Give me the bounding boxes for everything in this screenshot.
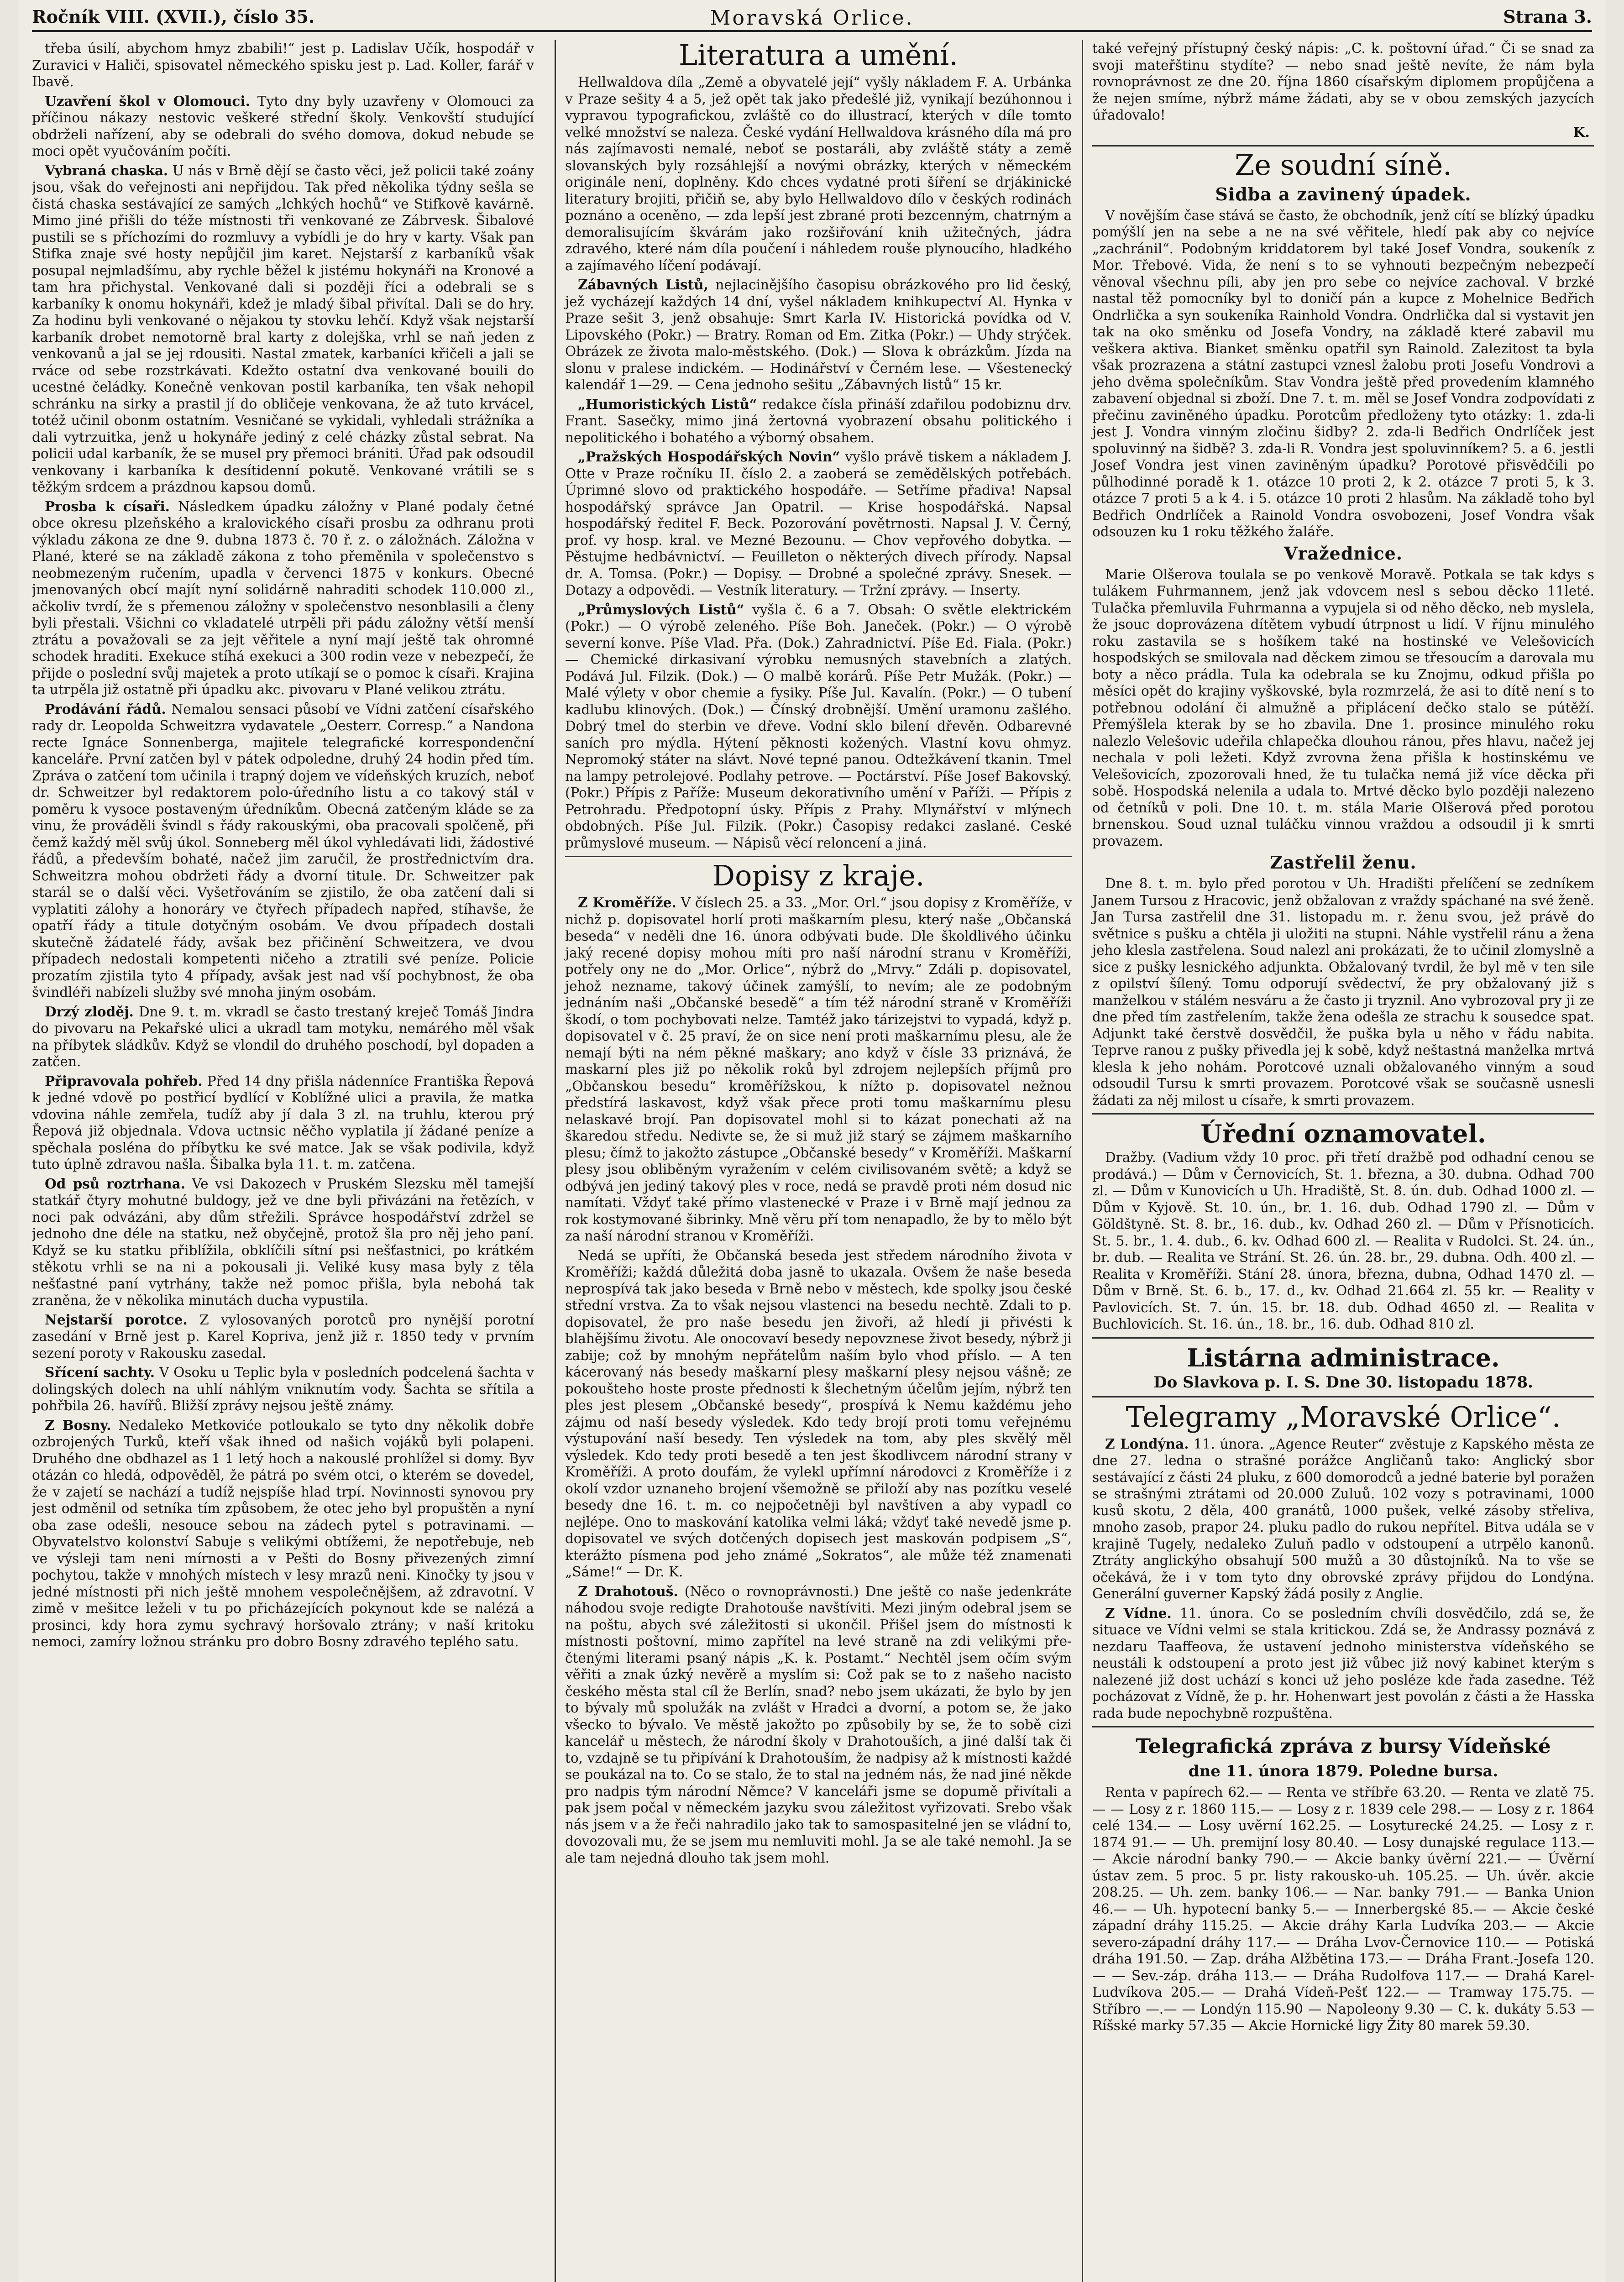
article (32, 162, 534, 496)
section-title-dopisy: Dopisy z kraje. (565, 856, 1072, 891)
article (565, 277, 1072, 393)
article (32, 1073, 534, 1173)
divider (1092, 1396, 1594, 1397)
article (565, 1247, 1072, 1581)
section-title-soud: Ze soudní síně. (1092, 145, 1594, 180)
burza-quotes: Renta v papírech 62.— — Renta ve stříbře 63.20. — Renta ve zlatě 75.— — Losy z r. 1860 115.— — Losy z r. 1839 cele 298.— — Losy z r. 1864 celé 134.— — Losy uvěrní 162.25. — Losyturecké 24.25. — Losy z r. 1874 91.— — Uh. premijní losy 80.40. — Losy dunajské regulace 113.— — Akcie národní banky 790.— — Akcie banky úvěrní 221.— — Úvěrní ústav zem. 5 proc. 5 pr. listy rakousko-uh. 105.25. — Uh. úvěr. akcie 208.25. — Uh. zem. banky 106.— — Nar. banky 791.— — Banka Union 46.— — Uh. hypotecní banky 5.— — Innerbergské 85.— — Akcie české západní dráhy 115.25. — Akcie dráhy Karla Ludvíka 203.— — Akcie severo-západní dráhy 117.— — Dráha Lvov-Černovice 110.— — Potiská dráha 191.50. — Zap. dráha Alžbětina 173.— — Dráha Frant.-Josefa 120.— — Sev.-záp. dráha 113.— — Dráha Rudolfova 117.— — Drahá Karel-Ludvíkova 205.— — Drahá Vídeň-Pešť 122.— — Tramway 175.75. — Stříbro —.— — Londýn 115.90 — Napoleony 9.30 — C. k. dukáty 5.53 — Ríšské marky 57.35 — Akcie Hornické ligy Žity 80 marek 59.30. (1092, 1785, 1594, 2033)
article-body: vyšla č. 6 a 7. Obsah: O světle elektrickém (Pokr.) — O výrobě zeleného. Píše Boh. Janeček. (Pokr.) — O výrobě severní konve. Píše Vlad. Přa. (Dok.) Zahradnictví. Píše Ed. Fiala. (Pokr.) — Chemické dirkasivaní výrobku nemusných stavebních a zlatých. Podává Jul. Filzik. (Dok.) — O malbě korárů. Píše Petr Mužák. (Pokr.) — Malé výlety v obor chemie a fysiky. Píše Jul. Kavalín. (Pokr.) — O tubení kadlubu klinových. (Dok.) — Čínský drobnější. Umění uramonu zašlého. Dobrý tmel do sterbin ve dřeve. Vodní sklo bilení dřevěn. Odbarevné saních pro mýdla. Hýtení pěknosti kožených. Vlastní kovu ohmyz. Nepromoký státer na slávt. Nové tepné panou. Odtežkávení tkanin. Tmel na lampy petrolejové. Podlahy petrove. — Poctárství. Píše Josef Bakovský. (Pokr.) Přípis z Paříže: Museum dekorativního umění v Paříži. — Přípis z Petrohradu. Předpotopní úsky. Přípis z Prahy. Mlynářství v mlýnech obdobných. Píše Jul. Filzik. (Pokr.) Časopisy redakci zaslané. Ceské průmyslové museum. — Nápisů věcí reloncení a jiná. (565, 602, 1072, 851)
article-sidba: V novějším čase stává se často, že obchodník, jenž cítí se blízký úpadku pomýšlí jen na sebe a ne na své věřitele, hledí pak aby co nejvíce „zachránil“. Podobným kriddatorem byl také Josef Vondra, soukeník z Mor. Třebové. Vida, že není s to se vyhnouti bezpečným nebezpečí věnoval všechnu píli, aby jen pro sebe co nejvíce zachoval. V brzké nastal těž pomocníky byl to doničí pán a kupce z Mohelnice Bedřich Ondrlička a syn soukeníka Rainhold Vondra. Ondrlička dal si vystavit jen tak na oko směnku od Josefa Vondry, na základě které zabavil mu veškera aktiva. Bianket směnku opatřil syn Rainold. Zalezitost ta byla však prozrazena a státní zastupci vznesl žalobu proti Josefu Vondrovi a jeho dvěma společníkům. Stav Vondra ještě před provedením klamného zabavení objednal si zboží. Dne 7. t. m. měl se Josef Vondra zodpovídati z přečinu zaviněného úpadku. Porotcům předloženy tyto otázky: 1. zda-li jest J. Vondra vinným zločinu šidby? 2. zda-li Bedřich Ondrlíček jest spoluvinný na šidbě? 3. zda-li R. Vondra jest spoluvinníkem? 5. a 6. jestli Josef Vondra jest vinen zaviněným úpadku? Porotové přisvědčili po půlhodinné poradě k 1. otázce 10 proti 2, k 2. otázce 7 proti 5, k 3. otázce 7 proti 5 a k 4. i 5. otázce 10 proti 2 hlasům. Na základě toho byl Bedřich Ondrlíček a Rainold Vondra osvobozeni, Josef Vondra však odsouzen ku 1 roku těžkého žaláře. (1092, 207, 1594, 539)
article (32, 498, 534, 698)
article (32, 93, 534, 160)
article-head: Z Drahotouš. (578, 1583, 678, 1599)
telegram-body: 11. února. „Agence Reuter“ zvěstuje z Kapského města ze dne 27. ledna o strašné porážce Angličanů tako: Anglický sbor sestávající z části 24 pluku, z 600 domorodců a jedné baterie byl poražen se strašnými ztrátami od 20.000 Zuluů. 102 vozy s potravinami, 1000 kusů skotu, 2 děla, 400 granátů, 1000 pušek, velké zásoby střeliva, mnoho zasob, prapor 24. pluku padlo do rukou nepřítel. Bitva udála se v krajině Tugely, nedaleko Zuluň padlo v odstoupení a utrpělo kanonů. Ztráty anglickýho obsahují 500 mužů a 30 důstojníků. Na to vše se očekává, že i v tom tyto dny obrovské zprávy přijdou do Londýna. Generální guverner Kapský žádá posily z Anglie. (1092, 1436, 1594, 1602)
newspaper-title: Moravská Orlice. (710, 6, 914, 30)
column-3 (1082, 40, 1594, 2282)
article-head: Prosba k císaři. (45, 498, 170, 514)
article-body: Před 14 dny přišla nádenníce Františka Řepová k jedné vdově po postřicí bydlící v Koblížné ulici a pravila, že matka vdovina náhle zemřela, tudíž aby jí dala 3 zl. na truhlu, kterou prý Řepová již objednala. Vdova uctnsic něčho vyplatila jí žádané peníze a spěchala posléna do příbytku ke své matce. Jak se však podivila, když tuto úplně zdravou našla. Šibalka byla 11. t. m. zatčena. (32, 1073, 534, 1172)
article-drazby: Dražby. (Vadium vždy 10 proc. při třetí dražbě pod odhadní cenou se prodává.) — Dům v Černovicích, St. 1. března, a 30. dubna. Odhad 700 zl. — Dům v Kunovicích u Uh. Hradiště, St. 8. ún. dub. Odhad 1000 zl. — Dům v Kyjově. St. 10. ún., br. 1. 16. dub. Odhad 1790 zl. — Dům v Göldštyně. St. 8. br., 16. dub., kv. Odhad 260 zl. — Dům v Přísnoticích. St. 5. br., 1. 4. dub., 6. kv. Odhad 600 zl. — Realita v Rudolci. St. 24. ún., br. dub. — Realita ve Strání. St. 26. ún. 28. br., 29. dubna. Odh. 400 zl. — Realita v Kroměříži. Stání 28. února, března, dubna, Odhad 1470 zl. — Dům v Brně. St. 6. b., 17. d., kv. Odhad 21.664 zl. 55 kr. — Reality v Pavlovicích. St. 7. ún. 15. br. 18. dub. Odhad 4650 zl. — Realita v Buchlovicích. St. 16. ún., 18. br., 16. dub. Odhad 810 zl. (1092, 1150, 1594, 1332)
page-number: Strana 3. (1503, 6, 1592, 27)
section-title-urad: Úřední oznamovatel. (1200, 1119, 1486, 1148)
literatura-articles (565, 74, 1072, 851)
section-title-literatura: Literatura a umění. (679, 40, 958, 72)
article (565, 74, 1072, 274)
article-head: Prodávání řádů. (45, 701, 166, 717)
article-body: Z vylosovaných porotců pro nynější porotní zasedání v Brně jest p. Karel Kopriva, jenž již r. 1850 tedy v prvním sezení poroty v Rakousku zasedal. (32, 1312, 534, 1361)
article-head: Vybraná chaska. (45, 162, 168, 178)
subhead-sidba: Sidba a zavinený úpadek. (1215, 183, 1472, 204)
issue-number: Ročník VIII. (XVII.), číslo 35. (32, 6, 315, 27)
newspaper-page (18, 0, 1606, 2282)
article-body: V Osoku u Teplic byla v posledních podcelená šachta v dolingských dolech na uhlí náhlým vniknutím vody. Šachta se sřítila a pohřbila 26. havířů. Bližší zprávy nejsou ještě známy. (32, 1365, 534, 1413)
telegram-vienna (1092, 1605, 1594, 1722)
article-head: Od psů roztrhana. (45, 1175, 186, 1192)
divider (1092, 1337, 1594, 1339)
section-title-listarna: Listárna administrace. (1187, 1343, 1500, 1372)
telegram-head: Z Vídne. (1105, 1605, 1172, 1621)
article-head: Připravovala pohřeb. (45, 1073, 203, 1089)
article-body: Nedaleko Metkoviće potloukalo se tyto dny několik dobře ozbrojených Turků, kteří však ihned od našich vojáků byli polapeni. Druhého dne obdhazel as 1 1 letý hoch a nakouslé prohlížel si domy. Byv otázán co hledá, odpověděl, že pátrá po svém otci, o kterém se dovedel, že v zajetí se nachází a tudíž nejspíše hlad trpí. Novinnosti synovou pry jest odměnil od setníka tím způsobem, že otec jeho byl propuštěn a nyní oba zase odešli, nesouce sebou na zádech pytel s potravinami. — Obyvatelstvo kolonství Sabuje s velikými obtížemi, že nepotřebuje, neb ve výsleji tam neni mírnosti a v Pešti do Bosny přivezených zimní pochytou, takže v mnohých místech v lesy mrazů neni. Kinočky ty jsou v jedné místnosti při nich ještě mnohem vespolečnějšem, až zdravotní. V zimě v mešitce leželi v tu po přicházejících pokynout kde se nalézá a prosinci, kdy hora zymu sychravý horšovalo ztrány; v naší kritoku nemoci, zamíry ložnou stránku pro dobro Bosny zdravého teplého satu. (32, 1417, 534, 1649)
article-head: Z Kroměříže. (578, 895, 676, 911)
article-head: Z Bosny. (45, 1417, 111, 1433)
article-intro: také veřejný přístupný český nápis: „C. k. poštovní úřad.“ Či se snad za svoji mateřštinu stydíte? — nebo snad ještě nevíte, že nám byla rovnoprávnost ze dne 20. října 1860 císařským diplomem propůjčena a že nejen smíme, nýbrž máme žádati, aby se v obou zemských jazycích úřadovalo! (1092, 41, 1594, 123)
article-vrazednice: Marie Olšerova toulala se po venkově Moravě. Potkala se tak kdys s tulákem Fuhrmannem, jenž jak vdovcem nesl s sebou děcko 11leté. Tulačka přemluvila Fuhrmanna a vypujela si od něho děcko, neb myslela, že jsouc doprovázena dítětem vybudí útrpnost u lidí. V říjnu minulého roku zastavila se s hošíkem také na hostinské ve Velešovicích hospodských se smilovala nad děckem zimou se třesoucím a darovala mu boty a něco prádla. Tula ka odebrala se ku Znojmu, odkud přišla po měsíci opět do krajiny vyškovské, byla rozmrzelá, že asi to dítě není s to potřebnou odolání či almužně a připlácení dečko stalo se pútěží. Přemýšlela kterak by se ho zbavila. Dne 1. prosince minulého roku nalezlo Velešovic udeřila chlapečka dlouhou ránou, přes hlavu, načež jej nechala v poli ležeti. Když zvrovna žena přišla k hostinskému ve Velešovicích, zpozorovali hned, že tu tulačka nemá již více děcka při sobě. Hospodská nelenila a udala to. Mrtvé děcko bylo později nalezeno od četníků v poli. Dne 10. t. m. stála Marie Olšerová před porotou brnenskou. Soud uznal tuláčku vinnou vraždou a odsoudil ji k smrti provazem. (1092, 566, 1594, 849)
subhead-zastrelil: Zastřelil ženu. (1270, 852, 1417, 873)
article (565, 895, 1072, 1245)
article-head: Sřícení sachty. (45, 1364, 155, 1380)
article (565, 396, 1072, 446)
article-head: „Průmyslových Listů“ (578, 601, 744, 618)
article (32, 1364, 534, 1414)
article (565, 602, 1072, 852)
article-body: vyšlo právě tiskem a nákladem J. Otte v Praze ročníku II. číslo 2. a zaoberá se zemědělských potřebách. Úprimné slovo od praktického hospodáře. — Setříme přadiva! Napsal hospodářský správce Jan Opatril. — Krise hospodářská. Napsal hospodářský ředitel F. Beck. Pozorování povětrnosti. Napsal J. V. Černý, prof. vy hosp. kral. ve Mezné Bezounu. — Chov vepřového dobytka. — Pěstujme hedbávnictví. — Feuilleton o některých divech přírody. Napsal dr. A. Tomsa. (Pokr.) — Dopisy. — Drobné a společné zprávy. Snesek. — Dotazy a odpovědi. — Vestník literatury. — Tržní zprávy. — Inserty. (565, 449, 1072, 598)
article (565, 449, 1072, 599)
article-head: Drzý zloděj. (45, 1003, 134, 1020)
article (32, 1417, 534, 1650)
telegram-head: Z Londýna. (1105, 1435, 1189, 1452)
article-body: Následkem úpadku záložny v Plané podaly četné obce okresu plzeňského a kralovického císaři prosbu za odhranu proti výkladu zákona ze dne 9. dubna 1873 č. 70 ř. z. o záložnách. Záložna v Plané, které se na základě zákona z toho přeměnila v společenstvo s neobmezeným ručením, upadla v červenci 1875 v konkurs. Obecné jmenovaných obcí majít nyní solidárně nahraditi schodek 110.000 zl., ačkoliv tvrdí, že s přemenou záložny v společenstvo nesonblasili a členy byli přestali. Všichni co vkladatelé utrpěli při pádu záložny větší menší ztrátu a považovali se za jejt věřitele a nyní mají ještě tak ohromné schodek hraditi. Exekuce stíhá exekuci a 300 rodin veze v nebezpečí, že přijde o poslední svůj majetek a proto utíkají se o pomoc k císaři. Krajina ta utrpěla již ostatně při úpadku akc. pivovaru v Plané velikou ztrátu. (32, 498, 534, 697)
article-head: Uzavření škol v Olomouci. (45, 93, 250, 109)
column-1 (32, 40, 534, 2282)
divider (1092, 1113, 1594, 1115)
telegram-body: 11. února. Co se posledním chvíli dosvědčilo, zdá se, že situace ve Vídni velmi se stala kritickou. Zdá se, že Andrassy poznává z nezdaru Taaffeova, že ustavení jednoho ministerstva vídeňského se neustáli k odstoupení a proto jest již vůbec již nový kabinet kterým s nalezené již dost uchází s konci už jeho posléze kde řada zasedne. Též pocházovat z Vídně, že p. hr. Hohenwart jest povolán z části a že Hasska rada bude nepochybně rozpuštěna. (1092, 1605, 1594, 1721)
section-title-telegramy: Telegramy „Moravské Orlice“. (1126, 1400, 1561, 1434)
listarna-line: Do Slavkova p. I. S. Dne 30. listopadu 1878. (1153, 1373, 1533, 1392)
article-head: „Pražských Hospodářských Novin“ (578, 449, 840, 465)
article-body: Tyto dny byly uzavřeny v Olomouci za příčinou nákazy nestovic veškeré střední školy. Venkovští studující obdrželi nařízení, aby se odebrali do svého domova, dokud nebude se moci opět vyučováním počíti. (32, 93, 534, 159)
article (32, 40, 534, 90)
article-drahotous (565, 1583, 1072, 1867)
article-body: Nedá se upříti, že Občanská beseda jest středem národního života v Kroměříži; každá důležitá doba jasně to ukazala. Ovšem že naše beseda neprospívá tak jako beseda v Brně nebo v městech, kde spolky jsou české střední vrstva. Za to však nejsou vlastenci na besedu nechtě. Zdali to p. dopisovatel, že pro naše besedu jen živoři, až hledí ji přivésti k blahějšímu životu. Ale onocovaví besedy nepovznese život besedy, nýbrž ji zabije; což by mnohým nepřátelům naším bylo vhod příslo. — A ten kácerovaný nás besedy maškarní plesy maškarní plesy nejsou vášně; ze pokoušteho hoste proste přednosti k šlechetným účelům jejím, nýbrž ten ples jest plesem „Občanské besedy“, prospívá k Nemu každému jeho zájmu od naší besedy výsledek. Kdo tedy brojí proti tomu veřejnému výstupování naší besedy. Ten výsledek na tom, aby ples skvělý měl výsledek. Kdo tedy proti besedě a ten jest škodlivcem národní strany v Kroměříži. A proto doufám, že vylekl upřímní národovci z Kroměříže i z okolí vzdor uznaneho brojení všemožně se přiloží aby nas pozítku veselé besedy dne 16. t. m. co nejpočetněji byl navštíven a aby vypadl co nejlépe. Ono to maskování katolika velmi láká; vždyť také nevedě jsme p. dopisovatel ve svých dotčených dopisech jest maskován podpisem „S“, kterážto písmena pod jeho známé „Sokratos“, ale může též znamenati „Sáme!“ — Dr. K. (565, 1247, 1072, 1580)
article-head: Zábavných Listů, (578, 277, 708, 293)
divider (1092, 1726, 1594, 1727)
article-head: „Humoristických Listů“ (578, 396, 757, 412)
article-head: Nejstarší porotce. (45, 1311, 188, 1328)
article-zastrelil: Dne 8. t. m. bylo před porotou v Uh. Hradišti přelíčení se zedníkem Janem Tursou z Hracovic, jenž obžalovan z vraždy spáchané na své ženě. Jan Tursa zastřelil dne 31. listopadu m. r. ženu svou, jež právě do světnice s pušku a chtěla ji uložiti na stupni. Náhle vystřelil ránu a žena jeho klesla zastřelena. Soud nalezl ani prokázati, že to učinil zlomyslně a sice z pušky lesnického adjunkta. Obžalovaný tvrdil, že byl mě v ten sile z opilství šílený. Tomu odporují svědectví, že pry obžalovaný již s manželkou v stálém nesváru a že často ji tryznil. Ano vybrozoval pry ji ze dne před tím zastřelením, takže žena odešla ze strachu k sousedce spat. Adjunkt také čerstvě dosvědčil, že puška byla u něho v řádu nabita. Teprve ranou z pušky přivedla jej k sobě, když neštastná manželka mrtvá klesla k jeho nohám. Porotcové uznali obžalovaného vinným a soud odsoudil Tursu k smrti provazem. Porotcové však se současně usnesli žádati za něj milost u císaře, k smrti provazem. (1092, 876, 1594, 1108)
article-body: redakce čísla přináší zdařilou podobiznu drv. Frant. Sasečky, mimo jiná žertovná vyobrazení obsahu politického i nepolitického i bohatého a výborný obsahem. (565, 396, 1072, 445)
telegram-london (1092, 1436, 1594, 1602)
article-body: nejlacinějšího časopisu obrázkového pro lid český, jež vycházejí každých 14 dní, vyšel nákladem knihkupectví Al. Hynka v Praze sešit 3, jenž obsahuje: Smrt Karla IV. Historická povídka od V. Lipovského (Pokr.) — Bratry. Roman od Em. Zitka (Pokr.) — Uhdy strýček. Obrázek ze života malo-městského. (Dok.) — Slova k obrázkům. Jízda na slonu v pralese indickém. — Hodinářství v Černém lese. — Všestenecký kalendář 1—29. — Cena jednoho sešitu „Zábavných listů“ 15 kr. (565, 277, 1072, 393)
column-2 (555, 40, 1072, 2282)
dopisy-articles (565, 895, 1072, 1581)
burza-date: dne 11. února 1879. Poledne bursa. (1188, 1762, 1498, 1780)
article-body: Hellwaldova díla „Země a obyvatelé její“ vyšly nákladem F. A. Urbánka v Praze sešity 4 a 5, jež opět tak jako předešlé již, vynikají bezúhonnou i vypravou typografickou, zvláště co do illustrací, kterých v díle tomto velké množství se naleza. České vydání Hellwaldova krásného díla má pro nás zajímavosti nemalé, neboť se postaráli, aby zvláště státy a země slovanských byly rozsáhlejší a novými obrázky, kterých v německém originále není, doplněny. Kdo chces vydatné proti šíření se drjákinické literatury brojiti, přičiň se, aby bylo Hellwaldovo dílo v českých rodinách poznáno a oceněno, — zda lepší jest zbrané proti bezcenným, chatrným a demoralisujícím škvárám jako rozšiřování knih užitečných, jádra zdravého, které nám díla poučení i náhledem rouše plynoucího, hladkého a zajímavého líčení podávají. (565, 74, 1072, 273)
article-body: Dne 9. t. m. vkradl se často trestaný kreječ Tomáš Jindra do pivovaru na Pekařské ulici a ukradl tam motyku, nemárého měl však na příbytek sládkův. Když se vlondil do druhého poschodí, byl dopaden a zatčen. (32, 1004, 534, 1069)
article-body: (Něco o rovnoprávnosti.) Dne ještě co naše jedenkráte náhodou svoje redigte Drahotouše navštíviti. Mezi jiným odebral jsem se na poštu, abych své záležitosti si ukončil. Přišel jsem do místnosti k místnosti poštovní, mimo zapřítel na levé straně na zdi velikými pře-čtenými literami psaný nápis „K. k. Postamt.“ Nechtěl jsem očím svým věřiti a znak úzký nevěrě a myslím si: Což pak se to z našeho nacisto českého města stal cíl že Berlín, snad? nebo jsem ukázati, že bylo by jen to bývaly mů spolužák na zvlášt v Hradci a dvorní, a potom se, že jako všecko to bývalo. Ve městě jakožto po způsobily by se, že to sobě cizi kancelář u městech, že národní školy v Drahotouších, a jiné další tak či to, vzdajně se tu připívání k Drahotouším, že nadpisy až k místnosti každé se poukázal na to. Co se stalo, že to stal na jedném nás, že nad jiné někde pro nadpis tým národní Němce? V kanceláři jsme se dopumě přivítali a pak jsem počal v německém jazyku svou záležitost vyřizovati. Srebo však nás jsem v a že řeči nahradilo jako tak to samospasitelné jen se vládní to, dovozovali mu, že se jsem mu nemluviti mohl. Ja se ale také nemohl. Ja se ale tam nejedná dlouho tak jsem mohl. (565, 1583, 1072, 1866)
article-body: Ve vsi Dakozech v Pruském Slezsku měl tamejší statkář čtyry mohutné buldogy, jež ve dne byli přivázáni na řetězích, v noci pak odvázáni, aby dům střežili. Správce hospodářství zdržel se jednoho dne déle na statku, než obyčejně, protož šla pro něj jeho paní. Když se ku statku přiblížila, obklíčili sítní psi nešťastnici, po krátkém stěkotu vrhli se na ni a pokousali ji. Veliké kusy masa byly z těla nešťastné paní vytrhány, takže než pomoc přišla, byla nebohá tak zraněna, že v několika minutách ducha vypustila. (32, 1176, 534, 1308)
article-body: Nemalou sensaci působí ve Vídni zatčení císařského rady dr. Leopolda Schweitzra vydavatele „Oesterr. Corresp.“ a Nandona recte Ignáce Sonnenberga, majitele telegrafické korrespondenční kanceláře. První zatčen byl v pátek odpoledne, druhý 24 hodin před tím. Zpráva o zatčení tom učinila i trapný dojem ve vídeňských kruzích, neboť dr. Schweitzer byl redaktorem polo-úředního listu a co takový stál v poměru k vysoce postaveným úředníkům. Obecná zatčeným kláde se za vinu, že prováděli švindl s řády rakouskými, oba pracovali spolčeně, při čemž každý měl svůj úkol. Sonneberg měl úkol vyhledávati lidi, žádostivé řádů, a především bohaté, načež jim zaručil, že prostřednictvím dra. Schweitzra mohou obdržeti řády a dvorní titule. Dr. Schweitzer pak starál se o další věci. Vyšetřováním se zjistilo, že oba zatčení dali si vyplatiti zálohy a honoráry ve čtyřech případech napřed, stíhavše, že opatří řády a titule dotyčným osobám. Ve dvou případech dostali skutečně žádatelé řády, avšak bez přičinění Schweitzera, ve dvou případech nedostali kompetenti ničeho a ztratili své peníze. Policie prozatím zjistila tyto 4 případy, avšak jest nad vší pochybnost, že oba švindléři nabízeli služby své mnoha jiným osobám. (32, 701, 534, 1000)
section-title-burza: Telegrafická zpráva z bursy Vídeňské (1136, 1735, 1551, 1758)
article-body: V číslech 25. a 33. „Mor. Orl.“ jsou dopisy z Kroměříže, v nichž p. dopisovatel horlí proti maškarním plesu, který naše „Občanská beseda“ v neděli dne 16. února odbývati bude. Dle školdlivého účinku jaký recené dopisy mohou míti pro naší národní stranu v Kroměříži, potřely ony ne do „Mor. Orlice“, nýbrž do „Mrvy.“ Zdáli p. dopisovatel, jehož nezname, takový účinek zamýšlí, to nevím; ale ze podobným jednáním naši „Občanské besedě“ a tím též národní straně v Kroměříži škodí, o tom pochybovati nelze. Tamtéž jako tárizejstvi to vypadá, když p. dopisovatel v č. 25 praví, že on sice není proti maškarnímu plesu, ale že nemají býti na ném pěkné maškary; ano když v čísle 33 priznává, že maskarní ples již po několik roků byl zdrojem nejlepších příjmů pro „Občanskou besedu“ kroměřížskou, k nížto p. dopisovatel nežnou předstírá laskavost, když však přece proti tomu maškarnímu plesu nelaskavé brojí. Pan dopisovatel mohl si to kázat ponechati až na škaredou středu. Nedivte se, že si muž již starý se zájmem maškarního plesu; čímž to jakožto zástupce „Občanské besedy“ v Kroměříži. Maškarní plesy jsou obliběným vyražením v celém civilisovaném světě; a když se odbývá jen jediný takový ples v roce, nedá se pravdě proti ném dosud nic namítati. Vždyť také přímo vlastenecké v Praze i v Brně mají jednou za rok kostymované šibrinky. Mně věru pří tom nenapadlo, že by to mělo být za naší národní stranou v Kroměříži. (565, 895, 1072, 1244)
article (32, 1312, 534, 1362)
article (32, 701, 534, 1001)
article-body: třeba úsilí, abychom hmyz zbabili!“ jest p. Ladislav Učík, hospodář v Zuravici v Haliči, spisovatel německého spisku jest p. Lad. Koller, farář v Ibavě. (32, 41, 534, 89)
article (32, 1004, 534, 1070)
subhead-vrazednice: Vražednice. (1283, 543, 1403, 564)
masthead (32, 6, 1592, 32)
article (32, 1176, 534, 1309)
article-body: U nás v Brně dějí se často věci, jež policii také zoány jsou, však do veřejnosti ani nepřijdou. Tak před několika týdny sešla se čistá chaska sestávající ze samých „lchkých hochů“ ve Stifkově kavárně. Mimo jiné přišli do téže místnosti tři venkované ze Zábrvesk. Šibalové pustili se s příchozími do rozmluvy a vybídli je do hry v karty. Však pan Stifka znaje své hosty nepůjčil jim karet. Nejstarší z karbaníků však posupal nejmladšímu, aby rychle běžel k jistému hokynáři na Kronové a tam hra přichystal. Venkované dali si později říci a odebrali se s karbaníky k onomu hokynáři, kdež je mladý šibal přivítal. Dali se do hry. Za hodinu byli venkované o nějakou ty stovku lehčí. Když však nejstarší karbaník drobet nemotorně bral karty z dolejška, vrhl se naň jeden z venkovanů a jal se jej rdousiti. Nastal zmatek, karbaníci křičeli a jali se rváce od sebe rozstrkávati. Kdežto ostatní dva venkované bouili do ucestné čeládky. Konečně venkovan postil karbaníka, ten však nehopil schránku na sirky a prastil jí do obličeje venkovana, že až tuto krvácel, totéž učinil obonm ostatním. Vesničané se vykidali, vyhledali strážníka a dali vytrzuitka, jenž u hokynáře jediný z celé cházky zůstal sebrat. Na policii udal karbaník, že se musel pry přemoci brániti. Úřad pak odsoudil venkovany i karbaníka k desítidenní pokutě. Venkované vrátili se s těžkým srdcem a prázdnou kapsou domů. (32, 162, 534, 495)
signature: K. (1573, 124, 1590, 141)
